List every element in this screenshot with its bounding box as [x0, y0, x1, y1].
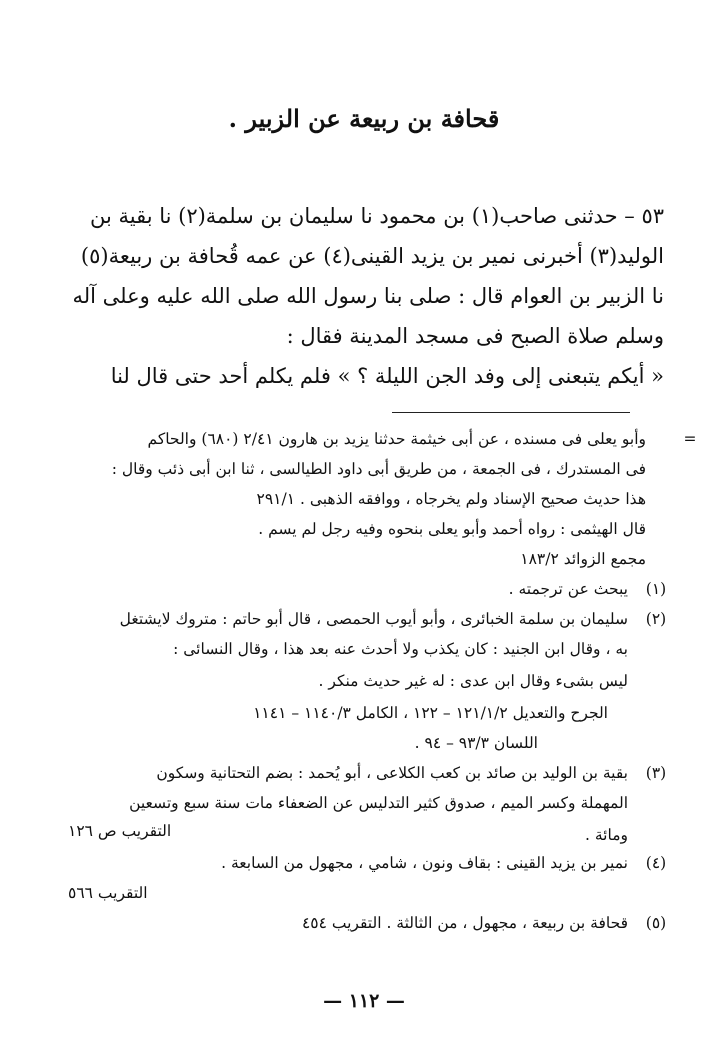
footnote-marker: (٤) [645, 854, 667, 872]
hadith-number: ٥٣ – [624, 204, 664, 228]
note-reference: مجمع الزوائد ١٨٣/٢ [520, 550, 646, 568]
footnote-line: نمير بن يزيد القينى : بقاف ونون ، شامي ، مجهول من السابعة . [221, 854, 628, 872]
hadith-line-3: نا الزبير بن العوام قال : صلى بنا رسول الله صلى الله عليه وعلى آله [72, 284, 664, 308]
footnote-marker: (٥) [645, 914, 667, 932]
note-line: فى المستدرك ، فى الجمعة ، من طريق أبى داود الطيالسى ، ثنا ابن أبى ذئب وقال : [111, 460, 646, 478]
footnote-marker: (٢) [645, 610, 667, 628]
footnote-line: قحافة بن ربيعة ، مجهول ، من الثالثة . التقريب ٤٥٤ [301, 914, 628, 932]
hadith-line-1: ٥٣ – حدثنى صاحب(١) بن محمود نا سليمان بن سلمة(٢) نا بقية بن [89, 204, 664, 228]
footnote-line: ومائة . [585, 826, 628, 844]
hadith-line-5: « أيكم يتبعنى إلى وفد الجن الليلة ؟ » فلم يكلم أحد حتى قال لنا [110, 364, 664, 388]
page-number: — ١١٢ — [323, 990, 405, 1012]
footnote-line: ليس بشىء وقال ابن عدى : له غير حديث منكر . [318, 672, 628, 690]
footnote-marker: (١) [645, 580, 667, 598]
footnote-line: به ، وقال ابن الجنيد : كان يكذب ولا أحدث عنه بعد هذا ، وقال النسائى : [173, 640, 628, 658]
footnote-separator [392, 412, 630, 413]
footnote-reference: الجرح والتعديل ١٢١/١/٢ – ١٢٢ ، الكامل ١١٤٠/٣ – ١١٤١ [253, 704, 608, 722]
footnote-line: يبحث عن ترجمته . [508, 580, 628, 598]
continuation-marker: = [683, 430, 697, 448]
footnote-line: بقية بن الوليد بن صائد بن كعب الكلاعى ، أبو يُحمد : بضم التحتانية وسكون [156, 764, 628, 782]
footnote-reference: اللسان ٩٣/٣ – ٩٤ . [414, 734, 538, 752]
footnote-line: سليمان بن سلمة الخبائرى ، وأبو أيوب الحمصى ، قال أبو حاتم : متروك لايشتغل [119, 610, 628, 628]
chapter-title: قحافة بن ربيعة عن الزبير . [228, 104, 500, 133]
hadith-text [66, 196, 664, 396]
footnote-reference: التقريب ٥٦٦ [68, 884, 148, 902]
hadith-line-2: الوليد(٣) أخبرنى نمير بن يزيد القينى(٤) عن عمه قُحافة بن ربيعة(٥) [80, 244, 664, 268]
hadith-line-4: وسلم صلاة الصبح فى مسجد المدينة فقال : [286, 324, 664, 348]
footnote-reference: التقريب ص ١٢٦ [68, 822, 172, 840]
footnote-line: المهملة وكسر الميم ، صدوق كثير التدليس عن الضعفاء مات سنة سبع وتسعين [129, 794, 628, 812]
footnote-marker: (٣) [645, 764, 667, 782]
note-line: قال الهيثمى : رواه أحمد وأبو يعلى بنحوه وفيه رجل لم يسم . [258, 520, 646, 538]
note-line: وأبو يعلى فى مسنده ، عن أبى خيثمة حدثنا يزيد بن هارون ٢/٤١ (٦٨٠) والحاكم [147, 430, 646, 448]
note-line: هذا حديث صحيح الإسناد ولم يخرجاه ، ووافقه الذهبى . ٢٩١/١ [256, 490, 646, 508]
